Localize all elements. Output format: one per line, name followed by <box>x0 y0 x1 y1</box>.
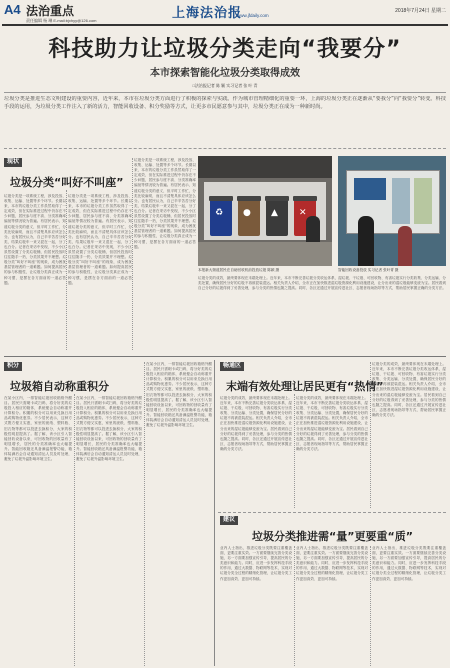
section-name: 法治重点 <box>26 4 75 18</box>
section-body-terminal: 垃圾分类的成效，最终要体现在末端处理上。近年来，本市不断完善垃圾分类收运体系，湿垃圾、干垃圾、可回收物、有害垃圾实行分类收集、分类运输、分类处置，确保居民分好的垃圾不再被混装混运。相关负责人介绍，全市正在加快推进湿垃圾资源化利用设施建设，让分出来的湿垃圾能够变废为宝。居民看到自己分好的垃圾得到了妥善处理，参与分类的热情也随之提高。同时，各区还通过开展宣传进社区、志愿者现场指导等方式，帮助居民掌握正确的分类方法。 <box>220 396 292 451</box>
issue-date: 2018年7月24日 星期二 <box>395 8 446 14</box>
column-divider <box>370 546 371 666</box>
section-rule <box>218 512 446 513</box>
recycle-icon: ♻ <box>215 208 224 218</box>
section-body-points: 在某小区内，一排智能垃圾回收箱格外醒目。居民只需刷卡或扫码，将分好类的垃圾投入相应的箱体，系统便会自动称重并计算积分。积累的积分可以用来兑换日用品或购物优惠券。不少居民表示，这种方式既方便又实惠，家里的废纸、塑料瓶、旧衣物等都可以投进去换积分，大家的积极性明显提高了。据了解，该小区引入智能回收设备以来，可回收物的回收量有了明显增长，居民的分类准确率也大幅提升。智能回收箱还具备满溢报警功能，箱体装满后会自动通知清运人员及时处理，避免了垃圾外溢影响环境卫生。 <box>4 396 72 462</box>
recycling-station-photo <box>198 156 332 266</box>
bin-screen <box>354 178 386 200</box>
column-divider <box>294 394 295 508</box>
hazardous-icon: ✕ <box>299 208 307 218</box>
photo-caption-2: 智能回收设备投放 实习记者 张叶青 摄 <box>338 268 399 272</box>
masthead-rule <box>2 24 448 26</box>
column-divider <box>370 362 371 508</box>
column-divider <box>74 394 75 666</box>
station-ground <box>198 242 332 266</box>
wet-waste-bin <box>238 196 260 236</box>
wet-waste-icon: ● <box>243 208 251 218</box>
lead-rule <box>4 148 446 149</box>
resident-figure <box>398 226 412 266</box>
dry-waste-bin <box>266 196 288 236</box>
page-number: A4 <box>4 2 21 17</box>
section-title-points: 垃圾箱自动称重积分 <box>10 380 109 393</box>
editor-info: 责任编辑 杨 琳 E-mail:bjxhyy@126.com <box>26 18 97 23</box>
section-body-terminal-cont: 垃圾分类的成效，最终要体现在末端处理上。近年来，本市不断完善垃圾分类收运体系，湿垃圾、干垃圾、可回收物、有害垃圾实行分类收集、分类运输、分类处置，确保居民分好的垃圾不再被混装混运。相关负责人介绍，全市正在加快推进湿垃圾资源化利用设施建设，让分出来的湿垃圾能够变废为宝。居民看到自己分好的垃圾得到了妥善处理，参与分类的热情也随之提高。同时，各区还通过开展宣传进社区、志愿者现场指导等方式，帮助居民掌握正确的分类方法。 <box>296 396 368 451</box>
lead-paragraph: 垃圾分类是推进生态文明建设的重要内容，近年来，本市在垃圾分类方面进行了积极的探索与实践。作为城市管理精细化的重要一环，上海的垃圾分类正在逐渐从“要我分”向“我要分”转变。科技手段的运用，为垃圾分类工作注入了新的活力，智能回收设备、积分奖励等方式，让更多市民愿意参与其中，垃圾分类正在成为一种新时尚。 <box>4 96 446 110</box>
section-body-status-cont2: 垃圾分类是一项系统工程，涉及投放、收集、运输、处置等多个环节。长期以来，本市的垃圾分类工作虽然取得了一定成效，但在实际推进过程中仍存在不少问题，居民参与度不高、分类准确率偏低等情况较为普遍。有居民表示，知道垃圾分类的意义，但平时工作忙，分类比较麻烦，而且不清楚具体应该怎么分。也有居民认为，自己辛辛苦苦分好类，结果垃圾车一来又混在一起，分了也白分。记者在采访中发现，不少小区虽然设置了分类垃圾桶，但居民投放时往往随手一扔，分类效果并不理想。垃圾分类“叫好不叫座”的现象，成为困扰基层管理者的一道难题。如何提高居民的参与积极性，让垃圾分类真正成为一种习惯，是摆在各方面前的一道必答题。 <box>134 158 196 249</box>
section-body-suggestion: 业内人士指出，推进垃圾分类既要注重覆盖面，更要注重实效。一方面要继续完善分类设施，另一方面要加强宣传引导，提高居民的分类意识和能力。同时，应进一步发挥科技手段的作用，通过大数据、物联网等技术，实现对垃圾分类全过程的精细化管理，让垃圾分类工作更加高效、更加可持续。 <box>220 546 292 581</box>
subheadline: 本市探索智能化垃圾分类取得成效 <box>150 68 300 79</box>
section-body-status-cont: 垃圾分类是一项系统工程，涉及投放、收集、运输、处置等多个环节。长期以来，本市的垃圾分类工作虽然取得了一定成效，但在实际推进过程中仍存在不少问题，居民参与度不高、分类准确率偏低等情况较为普遍。有居民表示，知道垃圾分类的意义，但平时工作忙，分类比较麻烦，而且不清楚具体应该怎么分。也有居民认为，自己辛辛苦苦分好类，结果垃圾车一来又混在一起，分了也白分。记者在采访中发现，不少小区虽然设置了分类垃圾桶，但居民投放时往往随手一扔，分类效果并不理想。垃圾分类“叫好不叫座”的现象，成为困扰基层管理者的一道难题。如何提高居民的参与积极性，让垃圾分类真正成为一种习惯，是摆在各方面前的一道必答题。 <box>68 194 132 285</box>
section-body-suggestion-cont: 业内人士指出，推进垃圾分类既要注重覆盖面，更要注重实效。一方面要继续完善分类设施，另一方面要加强宣传引导，提高居民的分类意识和能力。同时，应进一步发挥科技手段的作用，通过大数据、物联网等技术，实现对垃圾分类全过程的精细化管理，让垃圾分类工作更加高效、更加可持续。 <box>296 546 368 581</box>
section-rule <box>4 356 446 357</box>
dry-waste-icon: ▲ <box>271 208 278 218</box>
recyclable-bin <box>210 196 232 236</box>
headline: 科技助力让垃圾分类走向“我要分” <box>48 37 402 62</box>
section-body-points-cont: 在某小区内，一排智能垃圾回收箱格外醒目。居民只需刷卡或扫码，将分好类的垃圾投入相应的箱体，系统便会自动称重并计算积分。积累的积分可以用来兑换日用品或购物优惠券。不少居民表示，这种方式既方便又实惠，家里的废纸、塑料瓶、旧衣物等都可以投进去换积分，大家的积极性明显提高了。据了解，该小区引入智能回收设备以来，可回收物的回收量有了明显增长，居民的分类准确率也大幅提升。智能回收箱还具备满溢报警功能，箱体装满后会自动通知清运人员及时处理，避免了垃圾外溢影响环境卫生。 <box>76 396 142 462</box>
section-title-suggestion: 垃圾分类推进需“量”更要重“质” <box>252 530 413 543</box>
column-divider <box>66 190 67 350</box>
column-divider <box>144 362 145 666</box>
section-body-points-cont2: 在某小区内，一排智能垃圾回收箱格外醒目。居民只需刷卡或扫码，将分好类的垃圾投入相应的箱体，系统便会自动称重并计算积分。积累的积分可以用来兑换日用品或购物优惠券。不少居民表示，这种方式既方便又实惠，家里的废纸、塑料瓶、旧衣物等都可以投进去换积分，大家的积极性明显提高了。据了解，该小区引入智能回收设备以来，可回收物的回收量有了明显增长，居民的分类准确率也大幅提升。智能回收箱还具备满溢报警功能，箱体装满后会自动通知清运人员及时处理，避免了垃圾外溢影响环境卫生。 <box>146 362 212 428</box>
section-body-photo-area: 垃圾分类的成效，最终要体现在末端处理上。近年来，本市不断完善垃圾分类收运体系，湿垃圾、干垃圾、可回收物、有害垃圾实行分类收集、分类运输、分类处置，确保居民分好的垃圾不再被混装混运。相关负责人介绍，全市正在加快推进湿垃圾资源化利用设施建设，让分出来的湿垃圾能够变废为宝。居民看到自己分好的垃圾得到了妥善处理，参与分类的热情也随之提高。同时，各区还通过开展宣传进社区、志愿者现场指导等方式，帮助居民掌握正确的分类方法。 <box>198 276 446 291</box>
column-divider <box>294 546 295 666</box>
bin-door-right <box>414 178 432 224</box>
column-divider <box>214 360 215 666</box>
section-title-status: 垃圾分类“叫好不叫座” <box>10 176 124 189</box>
station-roof <box>198 156 332 178</box>
bin-door-left <box>392 178 410 224</box>
byline: □法治报记者 陈 颖 实习记者 张 叶 青 <box>192 83 258 88</box>
section-tag-terminal: 畅通区 <box>220 362 244 371</box>
smart-bin-photo <box>338 156 446 266</box>
column-divider <box>132 158 133 350</box>
section-body-suggestion-cont2: 业内人士指出，推进垃圾分类既要注重覆盖面，更要注重实效。一方面要继续完善分类设施，另一方面要加强宣传引导，提高居民的分类意识和能力。同时，应进一步发挥科技手段的作用，通过大数据、物联网等技术，实现对垃圾分类全过程的精细化管理，让垃圾分类工作更加高效、更加可持续。 <box>372 546 446 581</box>
headline-rule <box>4 92 446 93</box>
section-title-terminal: 末端有效处理让居民更有“热情” <box>226 380 384 393</box>
site-url[interactable]: www.jfdaily.com <box>237 13 269 18</box>
photo-caption: 本报新大街道居民在自助回收机前投放垃圾 陈颖 摄 <box>198 268 280 272</box>
section-tag-points: 积分 <box>4 362 22 371</box>
section-body-status: 垃圾分类是一项系统工程，涉及投放、收集、运输、处置等多个环节。长期以来，本市的垃圾分类工作虽然取得了一定成效，但在实际推进过程中仍存在不少问题，居民参与度不高、分类准确率偏低等情况较为普遍。有居民表示，知道垃圾分类的意义，但平时工作忙，分类比较麻烦，而且不清楚具体应该怎么分。也有居民认为，自己辛辛苦苦分好类，结果垃圾车一来又混在一起，分了也白分。记者在采访中发现，不少小区虽然设置了分类垃圾桶，但居民投放时往往随手一扔，分类效果并不理想。垃圾分类“叫好不叫座”的现象，成为困扰基层管理者的一道难题。如何提高居民的参与积极性，让垃圾分类真正成为一种习惯，是摆在各方面前的一道必答题。 <box>4 194 66 285</box>
newspaper-logo: 上海法治报 <box>172 6 243 21</box>
section-tag-status: 现状 <box>4 158 22 167</box>
section-body-terminal-cont2: 垃圾分类的成效，最终要体现在末端处理上。近年来，本市不断完善垃圾分类收运体系，湿垃圾、干垃圾、可回收物、有害垃圾实行分类收集、分类运输、分类处置，确保居民分好的垃圾不再被混装混运。相关负责人介绍，全市正在加快推进湿垃圾资源化利用设施建设，让分出来的湿垃圾能够变废为宝。居民看到自己分好的垃圾得到了妥善处理，参与分类的热情也随之提高。同时，各区还通过开展宣传进社区、志愿者现场指导等方式，帮助居民掌握正确的分类方法。 <box>372 362 446 417</box>
resident-figure <box>358 216 374 266</box>
section-tag-suggestion: 建议 <box>220 516 238 525</box>
